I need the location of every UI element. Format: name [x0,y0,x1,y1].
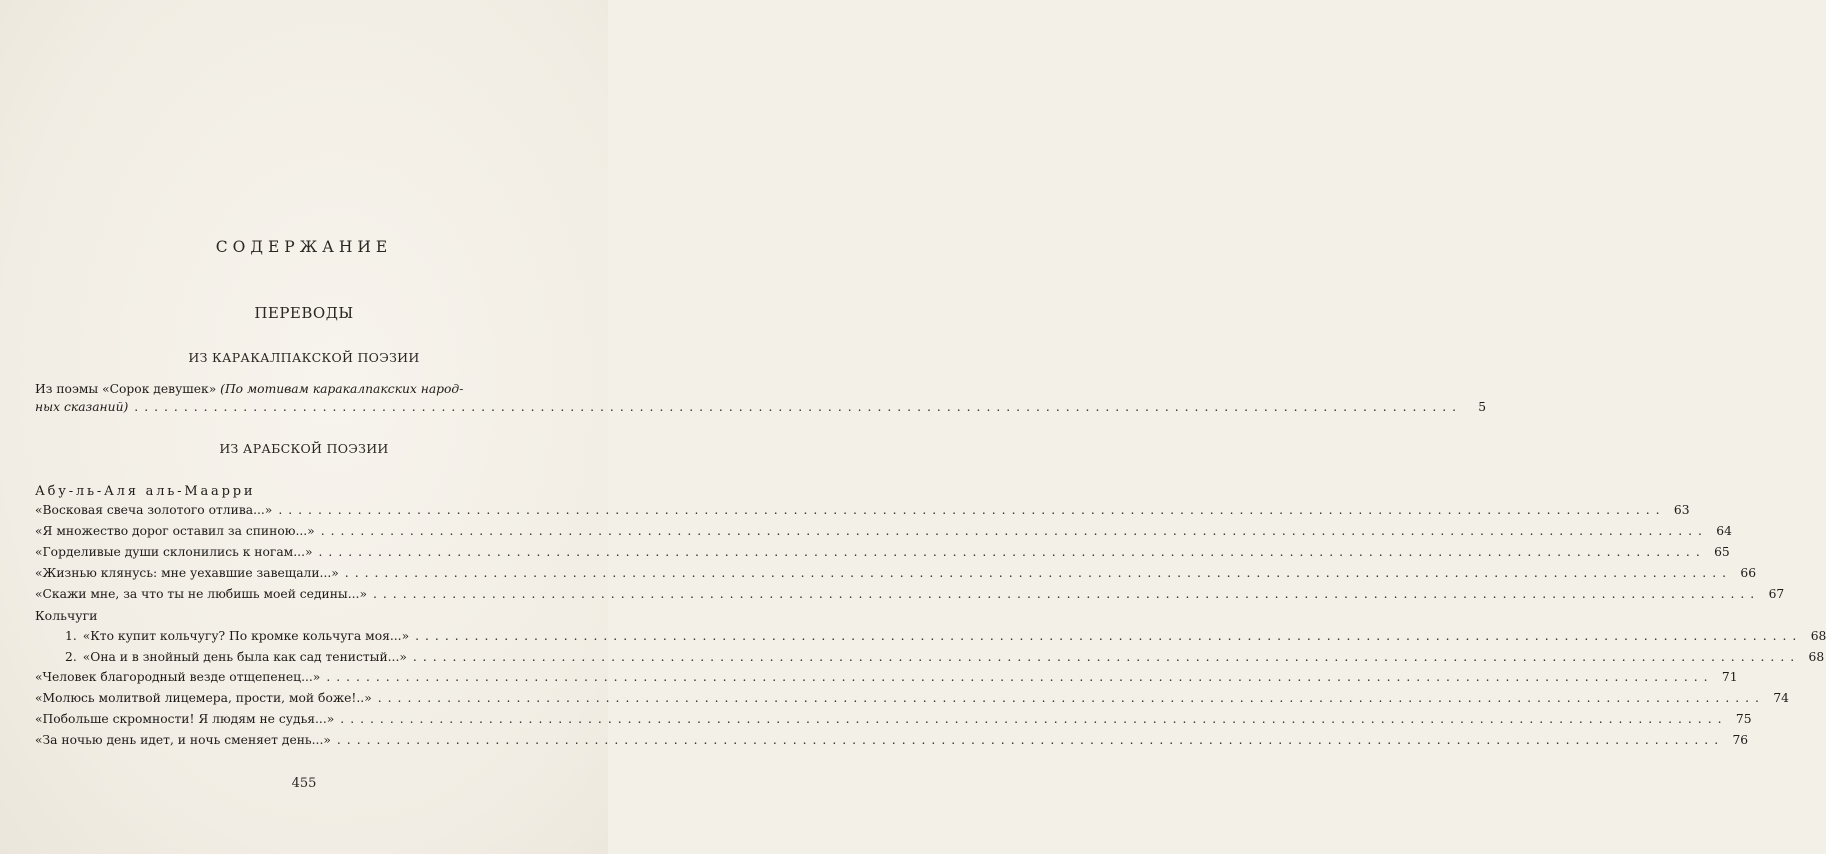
subgroup-label: Кольчуги [35,608,98,623]
leader-dots: ............................................................................................................................................ [377,691,1765,705]
toc-entry [35,566,1757,584]
contents-heading: СОДЕРЖАНИЕ [215,238,393,256]
toc-entry [35,712,1752,730]
toc-entry [35,503,1690,521]
entry-page: 71 [1721,670,1738,684]
entry-page: 75 [1735,712,1752,726]
leader-dots: ............................................................................................................................................ [326,670,1714,684]
leader-dots: ............................................................................................................................................ [278,503,1666,517]
entry-page: 68 [1810,629,1826,643]
entry-text: «Побольше скромности! Я людям не судья...» [35,712,335,726]
leader-dots: ............................................................................................................................................ [318,545,1706,559]
entry-page: 65 [1714,545,1730,559]
entry-text: «Она и в знойный день была как сад тенистый...» [82,650,407,664]
toc-entry [35,650,1825,668]
entry-text: «Кто купит кольчугу? По кромке кольчуга моя...» [82,629,410,643]
leader-dots: ............................................................................................................................................ [412,650,1801,664]
entry-text: «Восковая свеча золотого отлива...» [35,503,273,517]
toc-entry [35,691,1789,709]
leader-dots: ............................................................................................................................................ [415,629,1803,643]
page-number: 455 [291,776,317,791]
entry-page: 67 [1768,587,1785,601]
leader-dots: ............................................................................................................................................ [344,566,1733,580]
leader-dots: ............................................................................................................................................ [372,587,1761,601]
toc-entry [35,587,1785,605]
entry-subtitle-cont: ных сказаний) [35,400,129,414]
toc-entry [35,733,1749,751]
entry-page: 5 [1478,400,1487,414]
entry-text: «Человек благородный везде отщепенец...» [35,670,321,684]
entry-page: 68 [1808,650,1825,664]
entry-text: «Горделивые души склонились к ногам...» [35,545,313,559]
entry-page: 66 [1740,566,1757,580]
group-heading-karakalpak: ИЗ КАРАКАЛПАКСКОЙ ПОЭЗИИ [188,350,420,365]
entry-text: «За ночью день идет, и ночь сменяет день...» [35,733,331,747]
leader-dots: ............................................................................................................................................ [336,733,1725,747]
toc-entry-line [35,381,576,397]
entry-subtitle: (По мотивам каракалпакских народ- [220,382,464,396]
entry-text: Из поэмы «Сорок девушек» [35,382,221,396]
leader-dots: ............................................................................................................................................ [320,524,1708,538]
toc-entry [35,670,1738,688]
entry-page: 74 [1773,691,1789,705]
entry-text: «Жизнью клянусь: мне уехавшие завещали...» [35,566,339,580]
group-heading-arabic: ИЗ АРАБСКОЙ ПОЭЗИИ [219,441,389,456]
section-heading: ПЕРЕВОДЫ [254,304,354,322]
entry-page: 64 [1716,524,1732,538]
entry-text: «Молюсь молитвой лицемера, прости, мой боже!..» [35,691,372,705]
toc-entry [35,524,1732,542]
toc-entry [35,400,1487,418]
author-name: Абу-ль-Аля аль-Маарри [35,484,256,499]
entry-number: 1. [65,629,77,643]
entry-text: «Я множество дорог оставил за спиною...» [35,524,315,538]
entry-number: 2. [65,650,77,664]
entry-page: 76 [1732,733,1749,747]
entry-text: «Скажи мне, за что ты не любишь моей седины...» [35,587,367,601]
leader-dots: ............................................................................................................................................ [340,712,1728,726]
entry-page: 63 [1673,503,1690,517]
leader-dots: ...................................................................................................................................... [134,400,1463,414]
toc-entry [35,545,1730,563]
toc-entry [35,629,1826,647]
